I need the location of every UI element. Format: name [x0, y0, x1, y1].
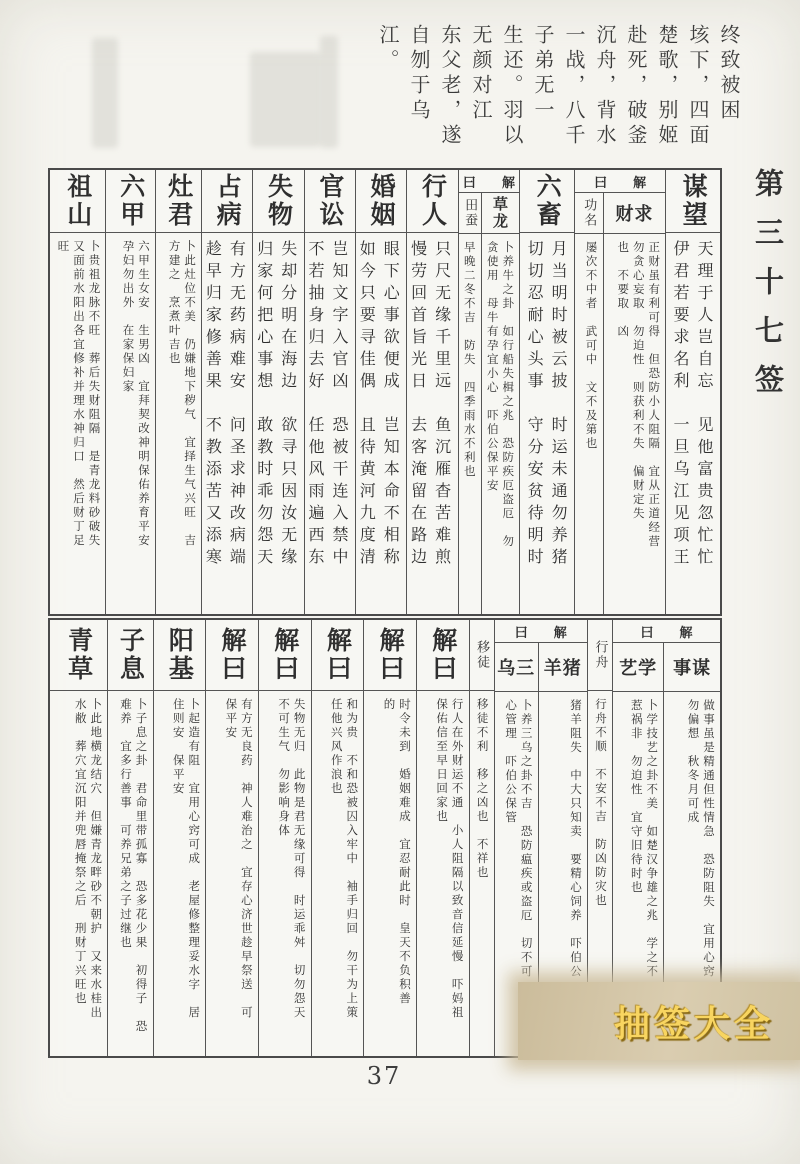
fortune-column-mouwang — [665, 170, 720, 614]
fortune-column-tiancan — [459, 193, 481, 614]
column-header-mouwang — [666, 170, 720, 233]
group-columns — [575, 193, 665, 614]
page-number: 37 — [366, 1062, 402, 1090]
column-header-jieyue-4 — [259, 620, 311, 691]
fortune-column-liujia — [105, 170, 155, 614]
intro-poem-line: 一战，八千 — [562, 24, 586, 149]
fortune-column-hunyin — [355, 170, 406, 614]
fortune-column-qingcao — [50, 620, 107, 1056]
fortune-column-qiucai — [603, 193, 666, 614]
column-header-label: 财求 — [615, 204, 654, 225]
text-line: 早晚二冬不吉 防失 四季雨水不利也 — [462, 241, 477, 479]
intro-poem-line: 东父老，遂 — [438, 24, 462, 149]
strip-char: 曰 — [640, 625, 654, 641]
column-body-yangji — [154, 691, 206, 1056]
text-line: 住则安 保平安 — [171, 698, 186, 796]
text-line: 难养 宜多行善事 可养兄弟之子过继也 — [119, 698, 134, 950]
intro-poem-line: 无颜对江 — [469, 24, 493, 124]
column-header-yangji — [154, 620, 206, 691]
fortune-column-gongming — [575, 193, 602, 614]
column-header-label: 解曰 — [428, 627, 458, 683]
fortune-column-shiwu — [252, 170, 303, 614]
column-header-label: 灶君 — [164, 173, 194, 229]
column-header-label: 草龙 — [491, 196, 510, 230]
text-line: 猪羊阻失 中大只知卖 要精心饲养 吓伯公 — [568, 699, 583, 979]
column-header-sanniao — [495, 643, 538, 692]
column-group-group-longcao — [458, 170, 520, 614]
page-title: 第三十七签 — [751, 168, 785, 413]
intro-poem — [372, 24, 744, 176]
column-header-jieyue-2 — [364, 620, 416, 691]
column-header-label: 田蚕 — [462, 198, 478, 228]
strip-char: 解 — [501, 175, 515, 191]
text-line: 屡次不中者 武可中 文不及第也 — [584, 241, 599, 451]
text-line: 行舟不顺 不安不吉 防凶防灾也 — [593, 698, 608, 908]
text-line: 有方无药病难安 问圣求神改病端 — [227, 240, 247, 570]
column-header-moushi — [664, 643, 720, 692]
text-line: 天理于人岂自忘 见他富贵忽忙忙 — [695, 240, 714, 570]
column-header-label: 解曰 — [270, 627, 300, 683]
text-line: 贪使用 母牛有孕宜小心 吓伯公保平安 — [485, 241, 500, 493]
fortune-column-yitu — [469, 620, 494, 1056]
text-line: 不若抽身归去好 任他风雨遍西东 — [306, 240, 325, 570]
group-strip-label — [495, 620, 587, 643]
fortune-column-xingren — [406, 170, 457, 614]
column-header-gongming — [575, 193, 602, 234]
column-body-jieyue-2 — [364, 691, 416, 1056]
column-header-label: 青草 — [64, 627, 94, 683]
column-body-zhanbing — [202, 233, 252, 614]
text-line: 也 不要取 凶 — [616, 241, 631, 339]
column-header-jieyue-3 — [312, 620, 364, 691]
text-line: 失却分明在海边 欲寻只因汝无缘 — [278, 240, 298, 570]
column-header-label: 婚姻 — [367, 173, 397, 229]
intro-poem-line: 生还。羽以 — [500, 24, 524, 149]
intro-poem-line: 楚歌，别姬 — [655, 24, 679, 149]
text-line: 孕妇勿出外 在家保妇家 — [121, 240, 136, 394]
column-body-caolong — [482, 234, 520, 614]
text-line: 卜养牛之卦 如行船失楫之兆 恐防疾厄盗厄 勿 — [501, 241, 516, 549]
column-body-jieyue-4 — [259, 691, 311, 1056]
column-header-liuchu — [520, 170, 574, 233]
column-body-jieyue-5 — [206, 691, 258, 1056]
text-line: 做事虽是精通但性情急 恐防阻失 宜用心窍 — [702, 699, 716, 979]
column-header-label: 行舟 — [592, 640, 608, 670]
column-body-mouwang — [666, 233, 720, 614]
column-header-caolong — [482, 193, 520, 234]
column-header-zhanbing — [202, 170, 252, 233]
text-line: 伊君若要求名利 一旦乌江见项王 — [671, 240, 690, 570]
column-body-qingcao — [50, 691, 107, 1056]
column-header-label: 阳基 — [165, 627, 195, 683]
column-body-yitu — [470, 691, 494, 1056]
column-header-label: 事谋 — [673, 658, 712, 679]
text-line: 行人在外财运不通 小人阻隔以致音信延慢 吓妈祖 — [450, 698, 465, 1020]
column-header-xueyi — [613, 643, 663, 692]
column-header-label: 艺学 — [619, 658, 658, 679]
column-header-jieyue-1 — [417, 620, 469, 691]
column-group-group-qiucai — [574, 170, 665, 614]
text-line: 月当明时被云披 时运未通勿养猪 — [549, 240, 569, 570]
fortune-column-jieyue-2 — [363, 620, 416, 1056]
intro-poem-line: 江。 — [376, 24, 400, 74]
text-line: 卜起造有阻 宜用心窍可成 老屋修整理妥水字 居 — [187, 698, 202, 1020]
text-line: 趁早归家修善果 不教添苦又添寒 — [203, 240, 223, 570]
text-line: 方建之 烹煮叶吉也 — [167, 240, 182, 366]
intro-poem-line: 子弟无一 — [531, 24, 555, 124]
fortune-column-caolong — [481, 193, 520, 614]
column-header-zixi — [108, 620, 152, 691]
intro-poem-line: 终致被困 — [717, 24, 741, 124]
column-header-label: 占病 — [213, 173, 243, 229]
column-body-zaojun — [156, 233, 201, 614]
column-body-xingren — [407, 233, 457, 614]
column-header-liujia — [106, 170, 155, 233]
column-body-qiucai — [604, 234, 666, 614]
column-header-jieyue-5 — [206, 620, 258, 691]
group-strip-label — [613, 620, 720, 643]
text-line: 时令未到 婚姻难成 宜忍耐此时 皇天不负积善 — [397, 698, 412, 1006]
column-header-label: 六畜 — [533, 173, 563, 229]
column-header-hunyin — [356, 170, 406, 233]
column-header-qingcao — [50, 620, 107, 691]
text-line: 眼下心事欲便成 岂知本命不相称 — [381, 240, 401, 570]
text-line: 有方无良药 神人难治之 宜存心济世趁早祭送 可 — [239, 698, 254, 1020]
column-header-label: 谋望 — [679, 173, 709, 229]
fortune-column-zhanbing — [201, 170, 252, 614]
text-line: 卜养三乌之卦不吉 恐防瘟疾或盗厄 切不可 — [519, 699, 534, 979]
scan-artifact — [250, 52, 320, 147]
fortune-column-jieyue-3 — [311, 620, 364, 1056]
strip-char: 曰 — [514, 625, 528, 641]
fortune-column-liuchu — [519, 170, 574, 614]
column-body-guansong — [305, 233, 355, 614]
intro-poem-line: 沉舟，背水 — [593, 24, 617, 149]
column-header-label: 羊猪 — [543, 658, 582, 679]
text-line: 的 — [382, 698, 397, 712]
strip-char: 解 — [633, 175, 647, 191]
fortune-column-yangji — [153, 620, 206, 1056]
text-line: 惹祸非 勿迫性 宜守旧待时也 — [629, 699, 644, 895]
column-header-tiancan — [459, 193, 481, 234]
text-line: 勿偏想 秋冬月可成 — [686, 699, 701, 825]
text-line: 如今只要寻佳偶 且待黄河九度清 — [357, 240, 377, 570]
column-header-label: 解曰 — [376, 627, 406, 683]
fortune-column-jieyue-4 — [258, 620, 311, 1056]
column-header-yitu — [470, 620, 494, 691]
text-line: 心管理 吓伯公保管 — [504, 699, 519, 825]
column-header-qiucai — [604, 193, 666, 234]
text-line: 失物无归 此物是君无缘可得 时运乖舛 切勿怨天 — [292, 698, 307, 1020]
fortune-column-zixi — [107, 620, 152, 1056]
group-strip-label — [459, 170, 520, 193]
watermark — [518, 982, 800, 1060]
intro-poem-line: 自刎于乌 — [407, 24, 431, 124]
strip-char: 曰 — [462, 175, 476, 191]
column-body-zushan — [50, 233, 106, 614]
fortune-table-upper — [48, 168, 722, 616]
fortune-column-zushan — [50, 170, 106, 614]
text-line: 水敝 葬穴宜沉阳并兜唇掩祭之后 刑财丁兴旺也 — [73, 698, 88, 1006]
column-header-shiwu — [253, 170, 303, 233]
text-line: 和为贵 不和恐被囚入牢中 袖手归回 勿干为上策 — [345, 698, 360, 1020]
fortune-column-jieyue-5 — [205, 620, 258, 1056]
intro-poem-line: 垓下，四面 — [686, 24, 710, 149]
column-header-label: 六甲 — [116, 173, 146, 229]
scan-artifact — [320, 36, 338, 148]
text-line: 卜此地横龙结穴 但嫌青龙畔砂不朝护 又来水桂出 — [89, 698, 104, 1020]
text-line: 慢劳回首旨光日 去客淹留在路边 — [408, 240, 428, 570]
column-body-liuchu — [520, 233, 574, 614]
text-line: 勿贪心妄取 勿迫性 则获利不失 偏财定失 — [631, 241, 646, 521]
column-body-gongming — [575, 234, 602, 614]
strip-char: 解 — [679, 625, 693, 641]
column-body-tiancan — [459, 234, 481, 614]
column-body-zixi — [108, 691, 152, 1056]
text-line: 又面前水阳出各宜修补并理水神归口 然后财丁足 — [71, 240, 86, 548]
column-header-label: 祖山 — [63, 173, 93, 229]
group-columns — [459, 193, 520, 614]
column-header-zaojun — [156, 170, 201, 233]
text-line: 任他兴风作浪也 — [329, 698, 344, 796]
column-header-label: 解曰 — [323, 627, 353, 683]
column-header-label: 解曰 — [218, 627, 248, 683]
intro-poem-line: 赴死，破釜 — [624, 24, 648, 149]
column-body-shiwu — [253, 233, 303, 614]
text-line: 保平安 — [224, 698, 239, 740]
column-body-hunyin — [356, 233, 406, 614]
column-body-jieyue-1 — [417, 691, 469, 1056]
text-line: 六甲生女安 生男凶 宜拜契改神明保佑养育平安 — [137, 240, 152, 548]
column-body-liujia — [106, 233, 155, 614]
text-line: 正财虽有利可得 但恐防小人阻隔 宜从正道经营 — [647, 241, 662, 549]
strip-char: 曰 — [594, 175, 608, 191]
text-line: 岂知文字入官凶 恐被干连入禁中 — [330, 240, 349, 570]
text-line: 不可生气 勿影响身体 — [277, 698, 292, 838]
scan-artifact — [92, 38, 118, 148]
column-header-xingren — [407, 170, 457, 233]
fortune-column-zaojun — [155, 170, 201, 614]
column-header-label: 功名 — [581, 198, 597, 228]
column-header-zhuyang — [539, 643, 587, 692]
column-body-jieyue-3 — [312, 691, 364, 1056]
text-line: 卜学技艺之卦不美 如楚汉争雄之兆 学之不 — [645, 699, 660, 979]
column-header-label: 移徒 — [474, 640, 490, 670]
text-line: 移徒不利 移之凶也 不祥也 — [475, 698, 490, 880]
text-line: 卜子息之卦 君命里带孤寡 恐多花少果 初得子 恐 — [134, 698, 149, 1034]
column-header-label: 行人 — [418, 173, 448, 229]
column-header-label: 子息 — [116, 627, 146, 683]
column-header-label: 失物 — [264, 173, 294, 229]
group-strip-label — [575, 170, 665, 193]
fortune-column-guansong — [304, 170, 355, 614]
column-header-guansong — [305, 170, 355, 233]
column-header-zushan — [50, 170, 106, 233]
column-header-label: 乌三 — [497, 658, 536, 679]
column-header-xingzhou — [588, 620, 612, 691]
fortune-column-jieyue-1 — [416, 620, 469, 1056]
text-line: 卜贵祖龙脉不旺 葬后失财阻隔 是青龙料砂破失 — [87, 240, 102, 548]
text-line: 只尺无缘千里远 鱼沉雁杳苦难煎 — [432, 240, 452, 570]
strip-char: 解 — [553, 625, 567, 641]
text-line: 归家何把心事想 敢教时乖勿怨天 — [254, 240, 274, 570]
watermark-text: 抽签大全 — [613, 1002, 774, 1045]
text-line: 保佑信至早日回家也 — [435, 698, 450, 824]
column-header-label: 官讼 — [315, 173, 345, 229]
text-line: 卜此灶位不美 仍嫌地下秽气 宜择生气兴旺 吉 — [183, 240, 198, 548]
text-line: 旺 — [56, 240, 71, 254]
text-line: 切切忍耐心头事 守分安贫待明时 — [525, 240, 545, 570]
